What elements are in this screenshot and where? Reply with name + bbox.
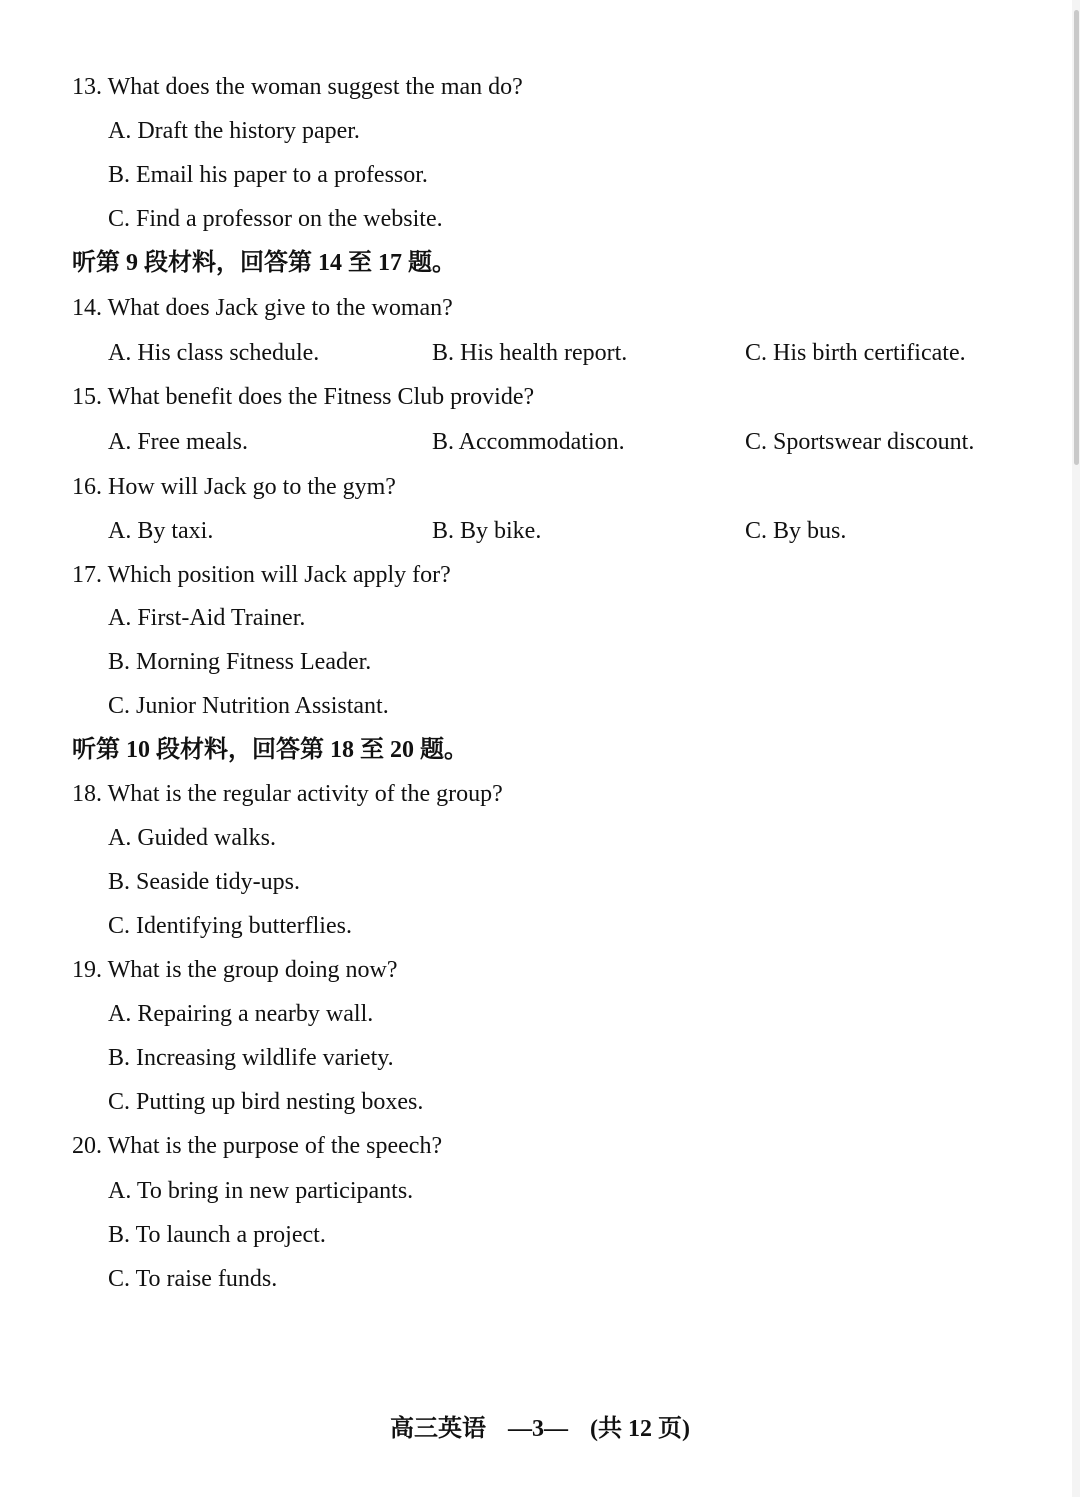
question-17-stem: 17. Which position will Jack apply for? <box>72 562 451 588</box>
question-14-option-c: C. His birth certificate. <box>745 340 966 366</box>
question-20-stem: 20. What is the purpose of the speech? <box>72 1133 443 1159</box>
scrollbar-track[interactable] <box>1072 0 1080 1497</box>
question-18-option-a: A. Guided walks. <box>108 825 276 851</box>
question-19-option-b: B. Increasing wildlife variety. <box>108 1045 394 1071</box>
question-19-option-a: A. Repairing a nearby wall. <box>108 1001 374 1027</box>
question-17-option-b: B. Morning Fitness Leader. <box>108 649 372 675</box>
question-14-option-b: B. His health report. <box>432 340 628 366</box>
question-15-option-b: B. Accommodation. <box>432 429 625 455</box>
question-16-stem: 16. How will Jack go to the gym? <box>72 474 396 500</box>
footer-page-number: —3— <box>508 1416 568 1442</box>
question-13-option-b: B. Email his paper to a professor. <box>108 162 428 188</box>
question-19-option-c: C. Putting up bird nesting boxes. <box>108 1089 424 1115</box>
footer-total-pages: (共 12 页) <box>590 1416 690 1442</box>
question-15-option-a: A. Free meals. <box>108 429 248 455</box>
question-15-stem: 15. What benefit does the Fitness Club provide? <box>72 384 535 410</box>
question-16-option-a: A. By taxi. <box>108 518 214 544</box>
question-17-option-a: A. First-Aid Trainer. <box>108 605 306 631</box>
question-14-option-a: A. His class schedule. <box>108 340 320 366</box>
scrollbar-thumb[interactable] <box>1074 10 1079 465</box>
question-16-option-b: B. By bike. <box>432 518 542 544</box>
page-footer <box>0 1413 1080 1445</box>
section-9-instruction: 听第 9 段材料，回答第 14 至 17 题。 <box>72 250 456 276</box>
question-18-option-c: C. Identifying butterflies. <box>108 913 352 939</box>
section-10-instruction: 听第 10 段材料，回答第 18 至 20 题。 <box>72 737 468 763</box>
question-14-stem: 14. What does Jack give to the woman? <box>72 295 453 321</box>
question-13-option-a: A. Draft the history paper. <box>108 118 360 144</box>
question-19-stem: 19. What is the group doing now? <box>72 957 398 983</box>
question-13-stem: 13. What does the woman suggest the man do? <box>72 74 523 100</box>
question-20-option-a: A. To bring in new participants. <box>108 1178 414 1204</box>
question-18-option-b: B. Seaside tidy-ups. <box>108 869 300 895</box>
footer-subject: 高三英语 <box>390 1416 486 1442</box>
question-20-option-b: B. To launch a project. <box>108 1222 326 1248</box>
question-18-stem: 18. What is the regular activity of the group? <box>72 781 503 807</box>
question-15-option-c: C. Sportswear discount. <box>745 429 975 455</box>
question-16-option-c: C. By bus. <box>745 518 847 544</box>
question-13-option-c: C. Find a professor on the website. <box>108 206 443 232</box>
question-17-option-c: C. Junior Nutrition Assistant. <box>108 693 389 719</box>
question-20-option-c: C. To raise funds. <box>108 1266 278 1292</box>
